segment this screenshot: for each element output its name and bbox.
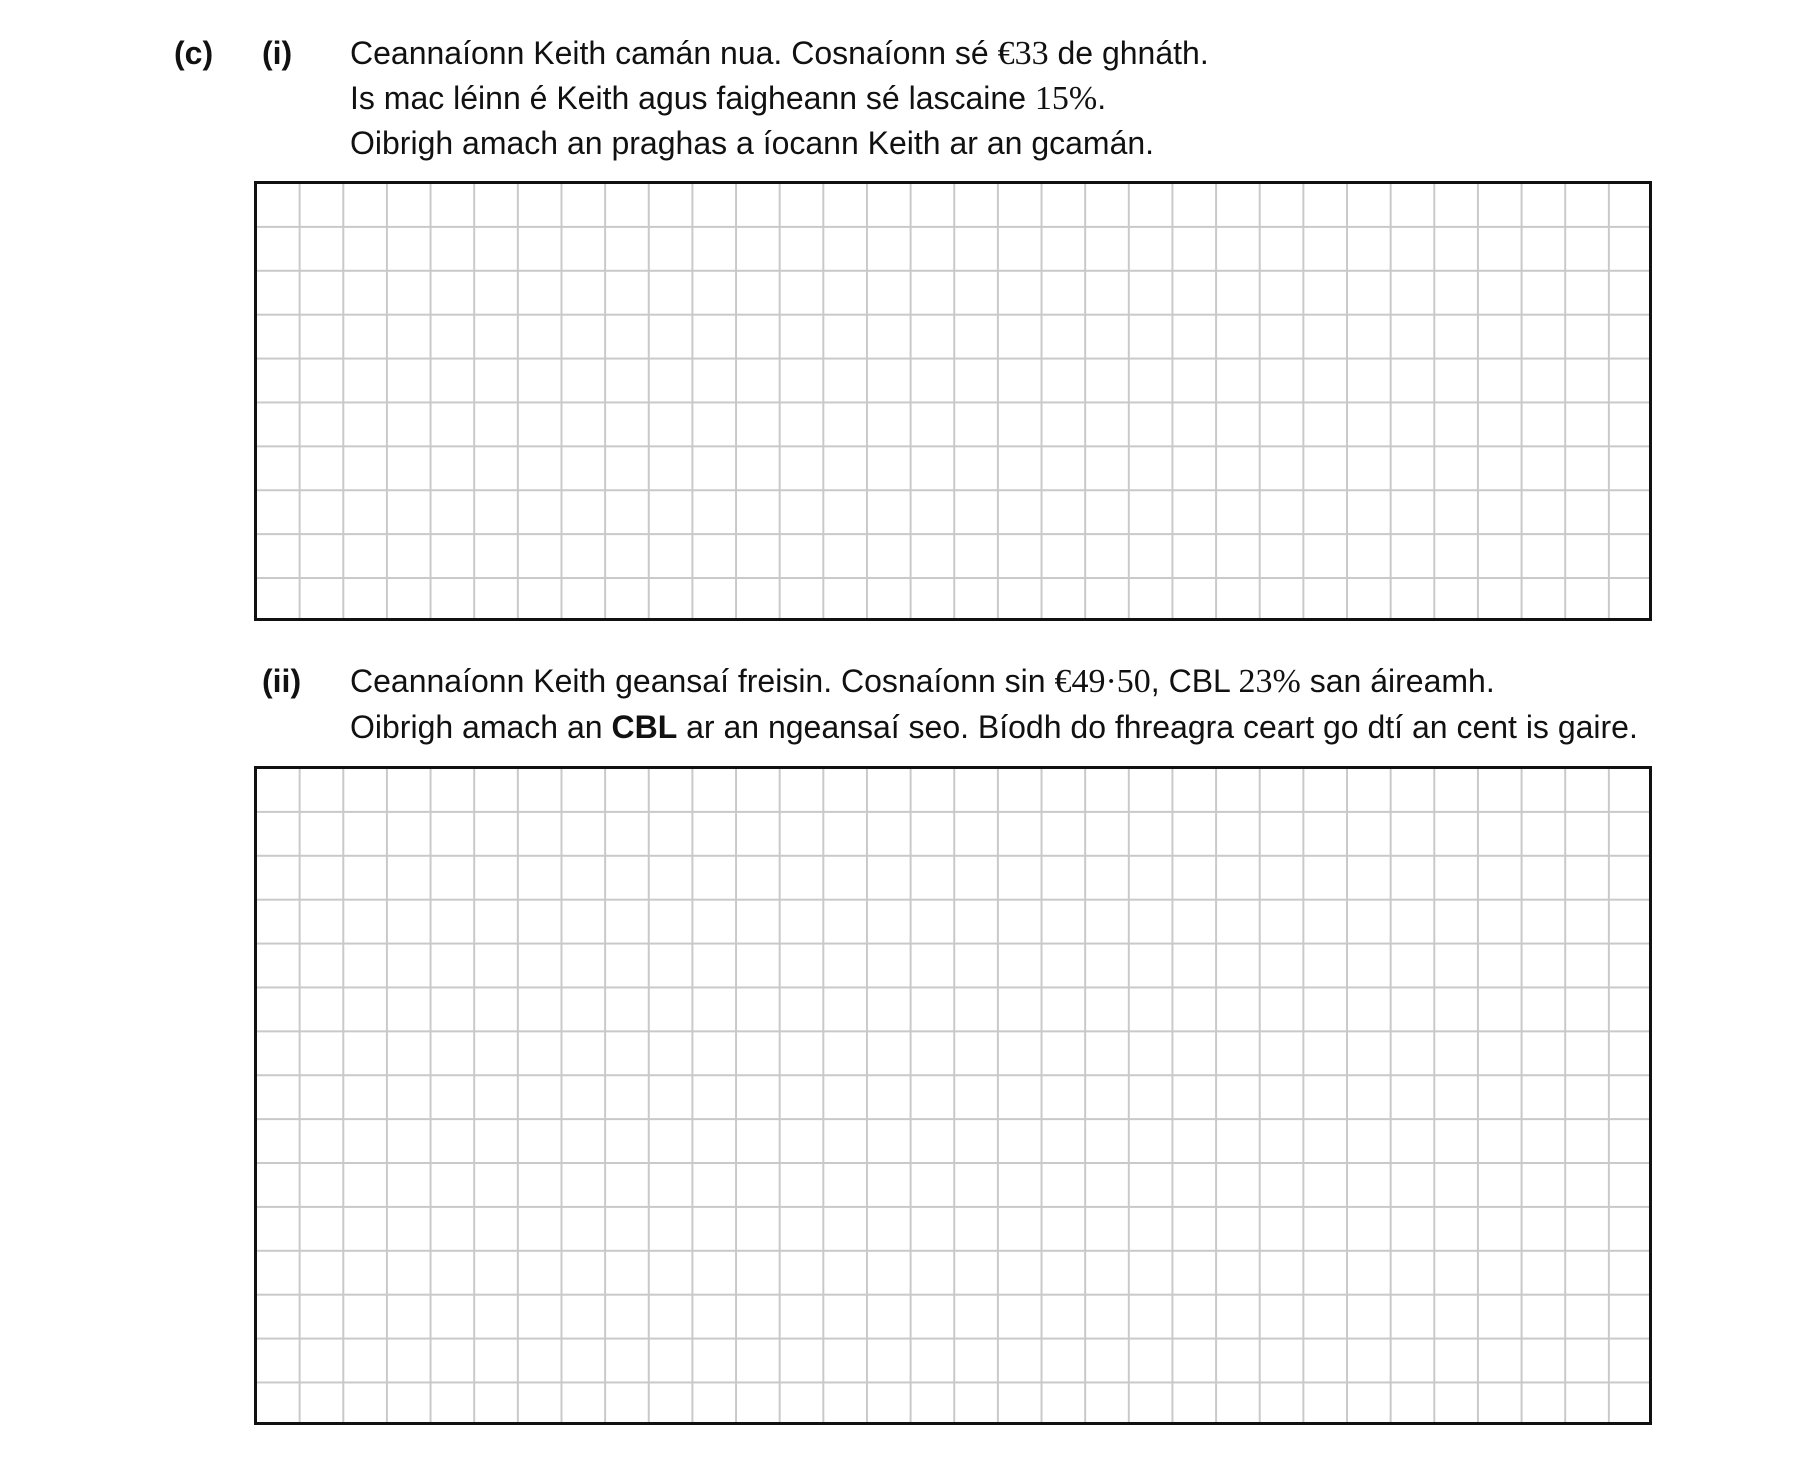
question-i-line-1-text-a: Ceannaíonn Keith camán nua. Cosnaíonn sé bbox=[350, 35, 998, 71]
question-ii-line-1-text-c: , CBL bbox=[1150, 663, 1239, 699]
question-i-line-1-text-c: de ghnáth. bbox=[1048, 35, 1209, 71]
question-ii-line-1-text-e: san áireamh. bbox=[1300, 663, 1495, 699]
vat-percent: 23% bbox=[1238, 663, 1301, 700]
price-geansai: €49·50 bbox=[1054, 663, 1151, 700]
question-i-line-1 bbox=[350, 31, 1209, 76]
question-ii-line-2 bbox=[350, 705, 1638, 749]
subpart-ii-label: (ii) bbox=[262, 663, 302, 699]
question-ii-line-2-text-a: Oibrigh amach an bbox=[350, 709, 612, 745]
answer-grid-ii[interactable] bbox=[254, 766, 1652, 1425]
question-i-line-2 bbox=[350, 76, 1106, 121]
question-ii-line-1-text-a: Ceannaíonn Keith geansaí freisin. Cosnaíonn sin bbox=[350, 663, 1055, 699]
answer-grid-i[interactable] bbox=[254, 181, 1652, 621]
part-label: (c) bbox=[174, 35, 214, 71]
question-i-line-2-text-a: Is mac léinn é Keith agus faigheann sé lascaine bbox=[350, 80, 1035, 116]
question-i-line-3: Oibrigh amach an praghas a íocann Keith ar an gcamán. bbox=[350, 125, 1155, 161]
subpart-i-label: (i) bbox=[262, 35, 293, 71]
question-i-line-2-text-c: . bbox=[1097, 80, 1107, 116]
question-ii-line-1 bbox=[350, 659, 1495, 704]
discount-percent: 15% bbox=[1034, 80, 1098, 117]
price-camán: €33 bbox=[997, 35, 1049, 72]
cbl-term: CBL bbox=[611, 709, 678, 745]
question-ii-line-2-text-c: ar an ngeansaí seo. Bíodh do fhreagra ceart go dtí an cent is gaire. bbox=[677, 709, 1638, 745]
